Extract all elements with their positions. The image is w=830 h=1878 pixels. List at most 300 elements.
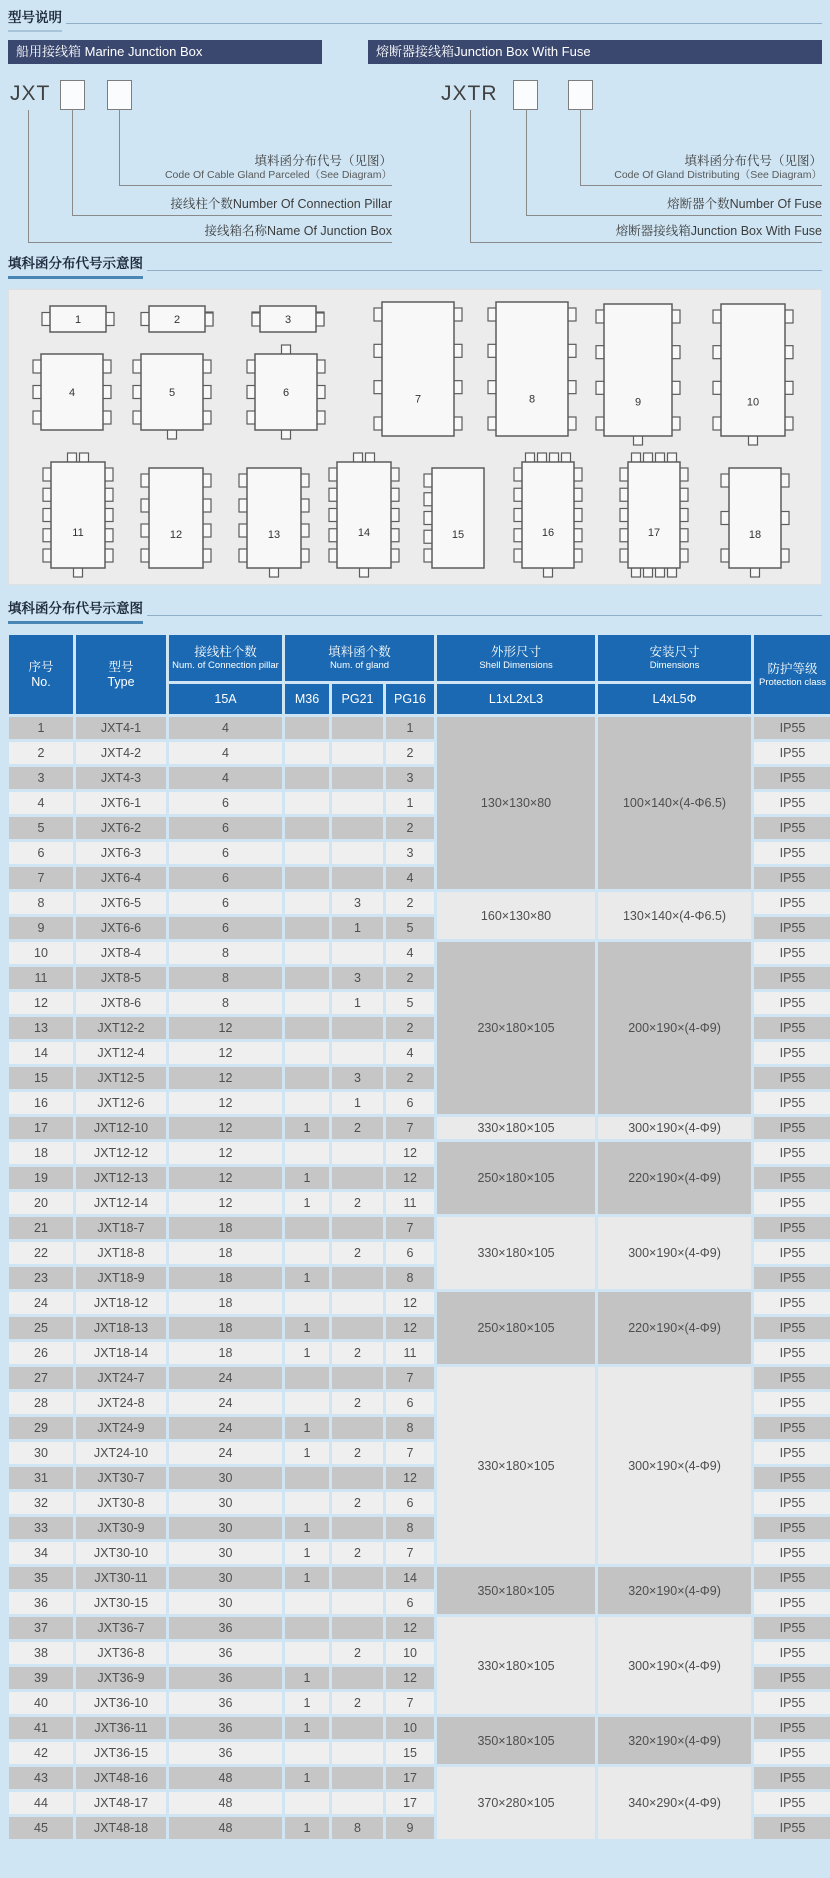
cell-15a: 12 [169, 1042, 282, 1064]
cell-no: 4 [9, 792, 73, 814]
table-row [9, 1217, 830, 1239]
subcol-mount-dims: L4xL5Φ [598, 684, 751, 714]
cell-pg16: 1 [386, 717, 434, 739]
cell-mount-dimensions: 300×190×(4-Φ9) [598, 1367, 751, 1564]
cell-m36 [285, 1067, 329, 1089]
cell-no: 30 [9, 1442, 73, 1464]
cell-pg21: 2 [332, 1342, 383, 1364]
cell-m36 [285, 792, 329, 814]
diagram-section-title: 填科函分布代号示意图 [8, 256, 143, 279]
cell-mount-dimensions: 300×190×(4-Φ9) [598, 1117, 751, 1139]
fuse-box-name-label: 熔断器接线箱Junction Box With Fuse [470, 216, 822, 243]
cell-pg16: 5 [386, 917, 434, 939]
cell-pg16: 1 [386, 792, 434, 814]
cell-protection-class: IP55 [754, 817, 830, 839]
cell-type: JXT18-14 [76, 1342, 166, 1364]
cell-pg21 [332, 767, 383, 789]
cell-m36 [285, 1367, 329, 1389]
cell-m36: 1 [285, 1192, 329, 1214]
cell-protection-class: IP55 [754, 1567, 830, 1589]
svg-text:1: 1 [74, 314, 82, 326]
cell-pg21: 3 [332, 892, 383, 914]
cell-type: JXT12-13 [76, 1167, 166, 1189]
cell-pg21 [332, 1667, 383, 1689]
cell-pg21 [332, 1317, 383, 1339]
cell-protection-class: IP55 [754, 1292, 830, 1314]
cell-type: JXT24-8 [76, 1392, 166, 1414]
cell-pg21 [332, 1567, 383, 1589]
cell-pg16: 12 [386, 1617, 434, 1639]
cell-15a: 6 [169, 792, 282, 814]
diagram-box-13 [235, 456, 313, 585]
svg-text:8: 8 [528, 393, 536, 406]
cell-m36: 1 [285, 1817, 329, 1839]
cell-15a: 30 [169, 1567, 282, 1589]
cell-pg21: 1 [332, 1092, 383, 1114]
cell-m36: 1 [285, 1442, 329, 1464]
cell-15a: 36 [169, 1667, 282, 1689]
cell-type: JXT12-12 [76, 1142, 166, 1164]
cell-type: JXT12-5 [76, 1067, 166, 1089]
cell-protection-class: IP55 [754, 1342, 830, 1364]
cell-15a: 8 [169, 942, 282, 964]
cell-type: JXT8-4 [76, 942, 166, 964]
cell-pg16: 9 [386, 1817, 434, 1839]
cell-no: 38 [9, 1642, 73, 1664]
cell-15a: 18 [169, 1342, 282, 1364]
cell-type: JXT30-11 [76, 1567, 166, 1589]
cell-protection-class: IP55 [754, 1517, 830, 1539]
col-header-mount: 安装尺寸 Dimensions [598, 635, 751, 681]
cell-no: 29 [9, 1417, 73, 1439]
cell-type: JXT36-7 [76, 1617, 166, 1639]
diagram-box-15 [420, 456, 496, 585]
cell-m36 [285, 917, 329, 939]
subcol-pg16: PG16 [386, 684, 434, 714]
model-explanation-area [8, 40, 822, 256]
svg-text:11: 11 [72, 526, 84, 539]
cell-m36 [285, 867, 329, 889]
cell-mount-dimensions: 130×140×(4-Φ6.5) [598, 892, 751, 939]
cell-15a: 6 [169, 892, 282, 914]
cell-m36 [285, 817, 329, 839]
code-placeholder-box [107, 80, 132, 110]
cell-no: 18 [9, 1142, 73, 1164]
cell-pg21 [332, 1467, 383, 1489]
cell-type: JXT36-10 [76, 1692, 166, 1714]
cell-m36 [285, 1742, 329, 1764]
cell-pg16: 7 [386, 1542, 434, 1564]
cell-pg16: 4 [386, 942, 434, 964]
cell-15a: 30 [169, 1467, 282, 1489]
cell-mount-dimensions: 320×190×(4-Φ9) [598, 1567, 751, 1614]
cell-type: JXT30-7 [76, 1467, 166, 1489]
cell-mount-dimensions: 340×290×(4-Φ9) [598, 1767, 751, 1839]
cell-15a: 36 [169, 1692, 282, 1714]
section-title-diagram [8, 256, 822, 279]
cell-protection-class: IP55 [754, 1042, 830, 1064]
cell-shell-dimensions: 350×180×105 [437, 1717, 595, 1764]
cell-type: JXT30-9 [76, 1517, 166, 1539]
cell-15a: 24 [169, 1392, 282, 1414]
cell-m36 [285, 1092, 329, 1114]
cell-no: 17 [9, 1117, 73, 1139]
cell-pg21 [332, 792, 383, 814]
cell-m36: 1 [285, 1567, 329, 1589]
cell-pg21: 2 [332, 1117, 383, 1139]
cell-no: 27 [9, 1367, 73, 1389]
cell-15a: 30 [169, 1592, 282, 1614]
svg-text:13: 13 [267, 529, 281, 541]
table-row [9, 1767, 830, 1789]
cell-pg21 [332, 1142, 383, 1164]
cell-pg21 [332, 742, 383, 764]
cell-protection-class: IP55 [754, 917, 830, 939]
col-header-shell: 外形尺寸 Shell Dimensions [437, 635, 595, 681]
cell-no: 13 [9, 1017, 73, 1039]
title-rule [147, 615, 822, 616]
cell-15a: 12 [169, 1142, 282, 1164]
cell-15a: 18 [169, 1267, 282, 1289]
cell-pg16: 6 [386, 1392, 434, 1414]
cell-pg21 [332, 1742, 383, 1764]
cell-15a: 12 [169, 1192, 282, 1214]
gland-code-label: 填料函分布代号（见图） Code Of Cable Gland Parceled（See Diagram） [119, 142, 392, 186]
svg-text:3: 3 [284, 314, 292, 326]
svg-text:4: 4 [68, 387, 76, 399]
cell-15a: 6 [169, 867, 282, 889]
cell-no: 31 [9, 1467, 73, 1489]
cell-m36: 1 [285, 1417, 329, 1439]
cell-type: JXT12-4 [76, 1042, 166, 1064]
box-name-label: 接线箱名称Name Of Junction Box [28, 216, 392, 243]
cell-shell-dimensions: 330×180×105 [437, 1117, 595, 1139]
table-row [9, 717, 830, 739]
cell-pg21 [332, 842, 383, 864]
diagram-box-2 [137, 294, 217, 349]
cell-type: JXT12-14 [76, 1192, 166, 1214]
cell-pg16: 12 [386, 1317, 434, 1339]
cell-type: JXT8-5 [76, 967, 166, 989]
cell-pg21 [332, 1592, 383, 1614]
cell-pg21 [332, 1267, 383, 1289]
cell-15a: 12 [169, 1167, 282, 1189]
table-row [9, 1617, 830, 1639]
cell-no: 23 [9, 1267, 73, 1289]
cell-mount-dimensions: 320×190×(4-Φ9) [598, 1717, 751, 1764]
cell-pg16: 3 [386, 842, 434, 864]
cell-pg21 [332, 717, 383, 739]
cell-pg16: 10 [386, 1717, 434, 1739]
cell-m36: 1 [285, 1267, 329, 1289]
cell-no: 2 [9, 742, 73, 764]
diagram-box-3 [248, 294, 328, 349]
cell-mount-dimensions: 300×190×(4-Φ9) [598, 1217, 751, 1289]
subcol-15a: 15A [169, 684, 282, 714]
cell-pg21: 3 [332, 1067, 383, 1089]
cell-pg21: 2 [332, 1492, 383, 1514]
cell-no: 41 [9, 1717, 73, 1739]
cell-protection-class: IP55 [754, 1167, 830, 1189]
cell-15a: 6 [169, 917, 282, 939]
cell-protection-class: IP55 [754, 1242, 830, 1264]
cell-pg21: 2 [332, 1392, 383, 1414]
cell-pg21 [332, 817, 383, 839]
fuse-block-header: 熔断器接线箱Junction Box With Fuse [368, 40, 822, 64]
cell-pg21 [332, 1217, 383, 1239]
cell-pg16: 10 [386, 1642, 434, 1664]
cell-pg21 [332, 1792, 383, 1814]
cell-no: 16 [9, 1092, 73, 1114]
cell-shell-dimensions: 250×180×105 [437, 1142, 595, 1214]
cell-m36 [285, 992, 329, 1014]
cell-15a: 48 [169, 1767, 282, 1789]
cell-type: JXT36-11 [76, 1717, 166, 1739]
cell-no: 36 [9, 1592, 73, 1614]
svg-text:16: 16 [541, 526, 555, 539]
cell-type: JXT48-17 [76, 1792, 166, 1814]
svg-text:7: 7 [414, 393, 422, 406]
cell-pg16: 4 [386, 867, 434, 889]
cell-pg16: 7 [386, 1217, 434, 1239]
col-header-pillar: 接线柱个数 Num. of Connection pillar [169, 635, 282, 681]
cell-type: JXT48-16 [76, 1767, 166, 1789]
cell-pg16: 4 [386, 1042, 434, 1064]
cell-m36 [285, 1042, 329, 1064]
cell-no: 43 [9, 1767, 73, 1789]
cell-pg16: 8 [386, 1417, 434, 1439]
svg-text:12: 12 [169, 529, 183, 541]
cell-pg21: 1 [332, 917, 383, 939]
cell-pg16: 12 [386, 1142, 434, 1164]
cell-m36 [285, 1467, 329, 1489]
table-row [9, 1142, 830, 1164]
cell-pg16: 12 [386, 1292, 434, 1314]
cell-type: JXT18-12 [76, 1292, 166, 1314]
cell-pg21: 3 [332, 967, 383, 989]
cell-m36 [285, 742, 329, 764]
title-rule [66, 23, 822, 24]
diagram-box-9 [592, 292, 684, 453]
cell-pg16: 2 [386, 1067, 434, 1089]
cell-pg16: 11 [386, 1192, 434, 1214]
svg-text:17: 17 [647, 526, 661, 539]
cell-no: 26 [9, 1342, 73, 1364]
cell-15a: 36 [169, 1742, 282, 1764]
title-rule [147, 270, 822, 271]
cell-15a: 18 [169, 1292, 282, 1314]
diagram-box-11 [39, 450, 117, 585]
svg-text:5: 5 [168, 387, 176, 399]
cell-mount-dimensions: 100×140×(4-Φ6.5) [598, 717, 751, 889]
cell-no: 45 [9, 1817, 73, 1839]
cell-m36 [285, 1792, 329, 1814]
cell-15a: 6 [169, 842, 282, 864]
cell-m36: 1 [285, 1692, 329, 1714]
cell-15a: 4 [169, 742, 282, 764]
cell-protection-class: IP55 [754, 1367, 830, 1389]
cell-type: JXT48-18 [76, 1817, 166, 1839]
cell-15a: 8 [169, 992, 282, 1014]
cell-type: JXT30-8 [76, 1492, 166, 1514]
cell-m36: 1 [285, 1342, 329, 1364]
cell-protection-class: IP55 [754, 1217, 830, 1239]
cell-protection-class: IP55 [754, 1717, 830, 1739]
cell-protection-class: IP55 [754, 1542, 830, 1564]
table-row [9, 942, 830, 964]
cell-type: JXT30-10 [76, 1542, 166, 1564]
cell-m36 [285, 1617, 329, 1639]
cell-protection-class: IP55 [754, 1467, 830, 1489]
table-section-title: 填科函分布代号示意图 [8, 601, 143, 624]
cell-type: JXT24-10 [76, 1442, 166, 1464]
col-header-gland: 填料函个数 Num. of gland [285, 635, 434, 681]
cell-pg21 [332, 1617, 383, 1639]
cell-pg16: 2 [386, 817, 434, 839]
cell-protection-class: IP55 [754, 1792, 830, 1814]
cell-type: JXT4-2 [76, 742, 166, 764]
cell-15a: 24 [169, 1442, 282, 1464]
cell-protection-class: IP55 [754, 1742, 830, 1764]
cell-protection-class: IP55 [754, 967, 830, 989]
svg-text:9: 9 [634, 396, 642, 409]
cell-protection-class: IP55 [754, 1667, 830, 1689]
cell-pg21: 1 [332, 992, 383, 1014]
cell-m36 [285, 1292, 329, 1314]
cell-pg21: 2 [332, 1242, 383, 1264]
cell-shell-dimensions: 160×130×80 [437, 892, 595, 939]
cell-pg21 [332, 1517, 383, 1539]
cell-protection-class: IP55 [754, 742, 830, 764]
code-placeholder-box [513, 80, 538, 110]
cell-m36: 1 [285, 1517, 329, 1539]
cell-protection-class: IP55 [754, 1192, 830, 1214]
cell-pg21 [332, 1417, 383, 1439]
diagram-box-12 [137, 456, 215, 585]
cell-pg21: 2 [332, 1692, 383, 1714]
cell-pg21: 2 [332, 1642, 383, 1664]
cell-no: 34 [9, 1542, 73, 1564]
svg-text:15: 15 [451, 529, 465, 541]
cell-type: JXT36-15 [76, 1742, 166, 1764]
cell-no: 28 [9, 1392, 73, 1414]
cell-pg16: 12 [386, 1467, 434, 1489]
code-placeholder-box [60, 80, 85, 110]
cell-m36 [285, 1142, 329, 1164]
cell-shell-dimensions: 350×180×105 [437, 1567, 595, 1614]
cell-pg16: 8 [386, 1517, 434, 1539]
cell-no: 44 [9, 1792, 73, 1814]
cell-protection-class: IP55 [754, 1392, 830, 1414]
cell-no: 9 [9, 917, 73, 939]
subcol-pg21: PG21 [332, 684, 383, 714]
cell-pg16: 2 [386, 1017, 434, 1039]
cell-m36: 1 [285, 1667, 329, 1689]
cell-pg21 [332, 1167, 383, 1189]
cell-pg16: 2 [386, 892, 434, 914]
cell-m36 [285, 1242, 329, 1264]
cell-15a: 12 [169, 1067, 282, 1089]
cell-shell-dimensions: 330×180×105 [437, 1367, 595, 1564]
cell-pg16: 8 [386, 1267, 434, 1289]
cell-pg21 [332, 942, 383, 964]
cell-m36 [285, 1217, 329, 1239]
cell-protection-class: IP55 [754, 892, 830, 914]
cell-pg16: 3 [386, 767, 434, 789]
cell-type: JXT18-7 [76, 1217, 166, 1239]
cell-pg16: 12 [386, 1167, 434, 1189]
cell-protection-class: IP55 [754, 1417, 830, 1439]
cell-type: JXT6-2 [76, 817, 166, 839]
cell-pg21 [332, 1717, 383, 1739]
cell-pg16: 7 [386, 1692, 434, 1714]
subcol-shell-dims: L1xL2xL3 [437, 684, 595, 714]
cell-type: JXT12-2 [76, 1017, 166, 1039]
cell-15a: 18 [169, 1242, 282, 1264]
cell-protection-class: IP55 [754, 1617, 830, 1639]
cell-shell-dimensions: 230×180×105 [437, 942, 595, 1114]
diagram-box-18 [717, 456, 793, 585]
cell-m36 [285, 1642, 329, 1664]
cell-type: JXT8-6 [76, 992, 166, 1014]
cell-pg21: 2 [332, 1192, 383, 1214]
table-row [9, 1367, 830, 1389]
svg-text:14: 14 [357, 526, 371, 539]
cell-15a: 36 [169, 1642, 282, 1664]
marine-junction-box-block [8, 40, 392, 256]
model-code-jxtr: JXTR [441, 82, 498, 105]
section-title-table [8, 601, 822, 624]
cell-type: JXT18-13 [76, 1317, 166, 1339]
cell-m36 [285, 1017, 329, 1039]
svg-text:18: 18 [748, 529, 762, 541]
cell-no: 40 [9, 1692, 73, 1714]
table-row [9, 1717, 830, 1739]
cell-m36: 1 [285, 1117, 329, 1139]
svg-text:2: 2 [173, 314, 181, 326]
cell-type: JXT36-8 [76, 1642, 166, 1664]
cell-15a: 36 [169, 1617, 282, 1639]
table-row [9, 1292, 830, 1314]
cell-15a: 4 [169, 767, 282, 789]
cell-pg16: 6 [386, 1092, 434, 1114]
cell-m36 [285, 717, 329, 739]
cell-type: JXT4-1 [76, 717, 166, 739]
cell-type: JXT12-6 [76, 1092, 166, 1114]
cell-m36 [285, 1492, 329, 1514]
cell-pg21: 8 [332, 1817, 383, 1839]
cell-m36: 1 [285, 1317, 329, 1339]
cell-type: JXT6-5 [76, 892, 166, 914]
diagram-box-6 [243, 342, 329, 447]
cell-protection-class: IP55 [754, 992, 830, 1014]
cell-pg16: 6 [386, 1492, 434, 1514]
marine-block-header: 船用接线箱 Marine Junction Box [8, 40, 322, 64]
cell-protection-class: IP55 [754, 1317, 830, 1339]
cell-pg21: 2 [332, 1442, 383, 1464]
cell-15a: 30 [169, 1517, 282, 1539]
cell-type: JXT18-8 [76, 1242, 166, 1264]
cell-pg16: 5 [386, 992, 434, 1014]
cell-no: 39 [9, 1667, 73, 1689]
gland-diagram-panel [8, 289, 822, 585]
cell-no: 19 [9, 1167, 73, 1189]
diagram-box-1 [38, 294, 118, 349]
cell-protection-class: IP55 [754, 1592, 830, 1614]
spec-table [6, 632, 830, 1842]
cell-type: JXT18-9 [76, 1267, 166, 1289]
cell-m36 [285, 842, 329, 864]
